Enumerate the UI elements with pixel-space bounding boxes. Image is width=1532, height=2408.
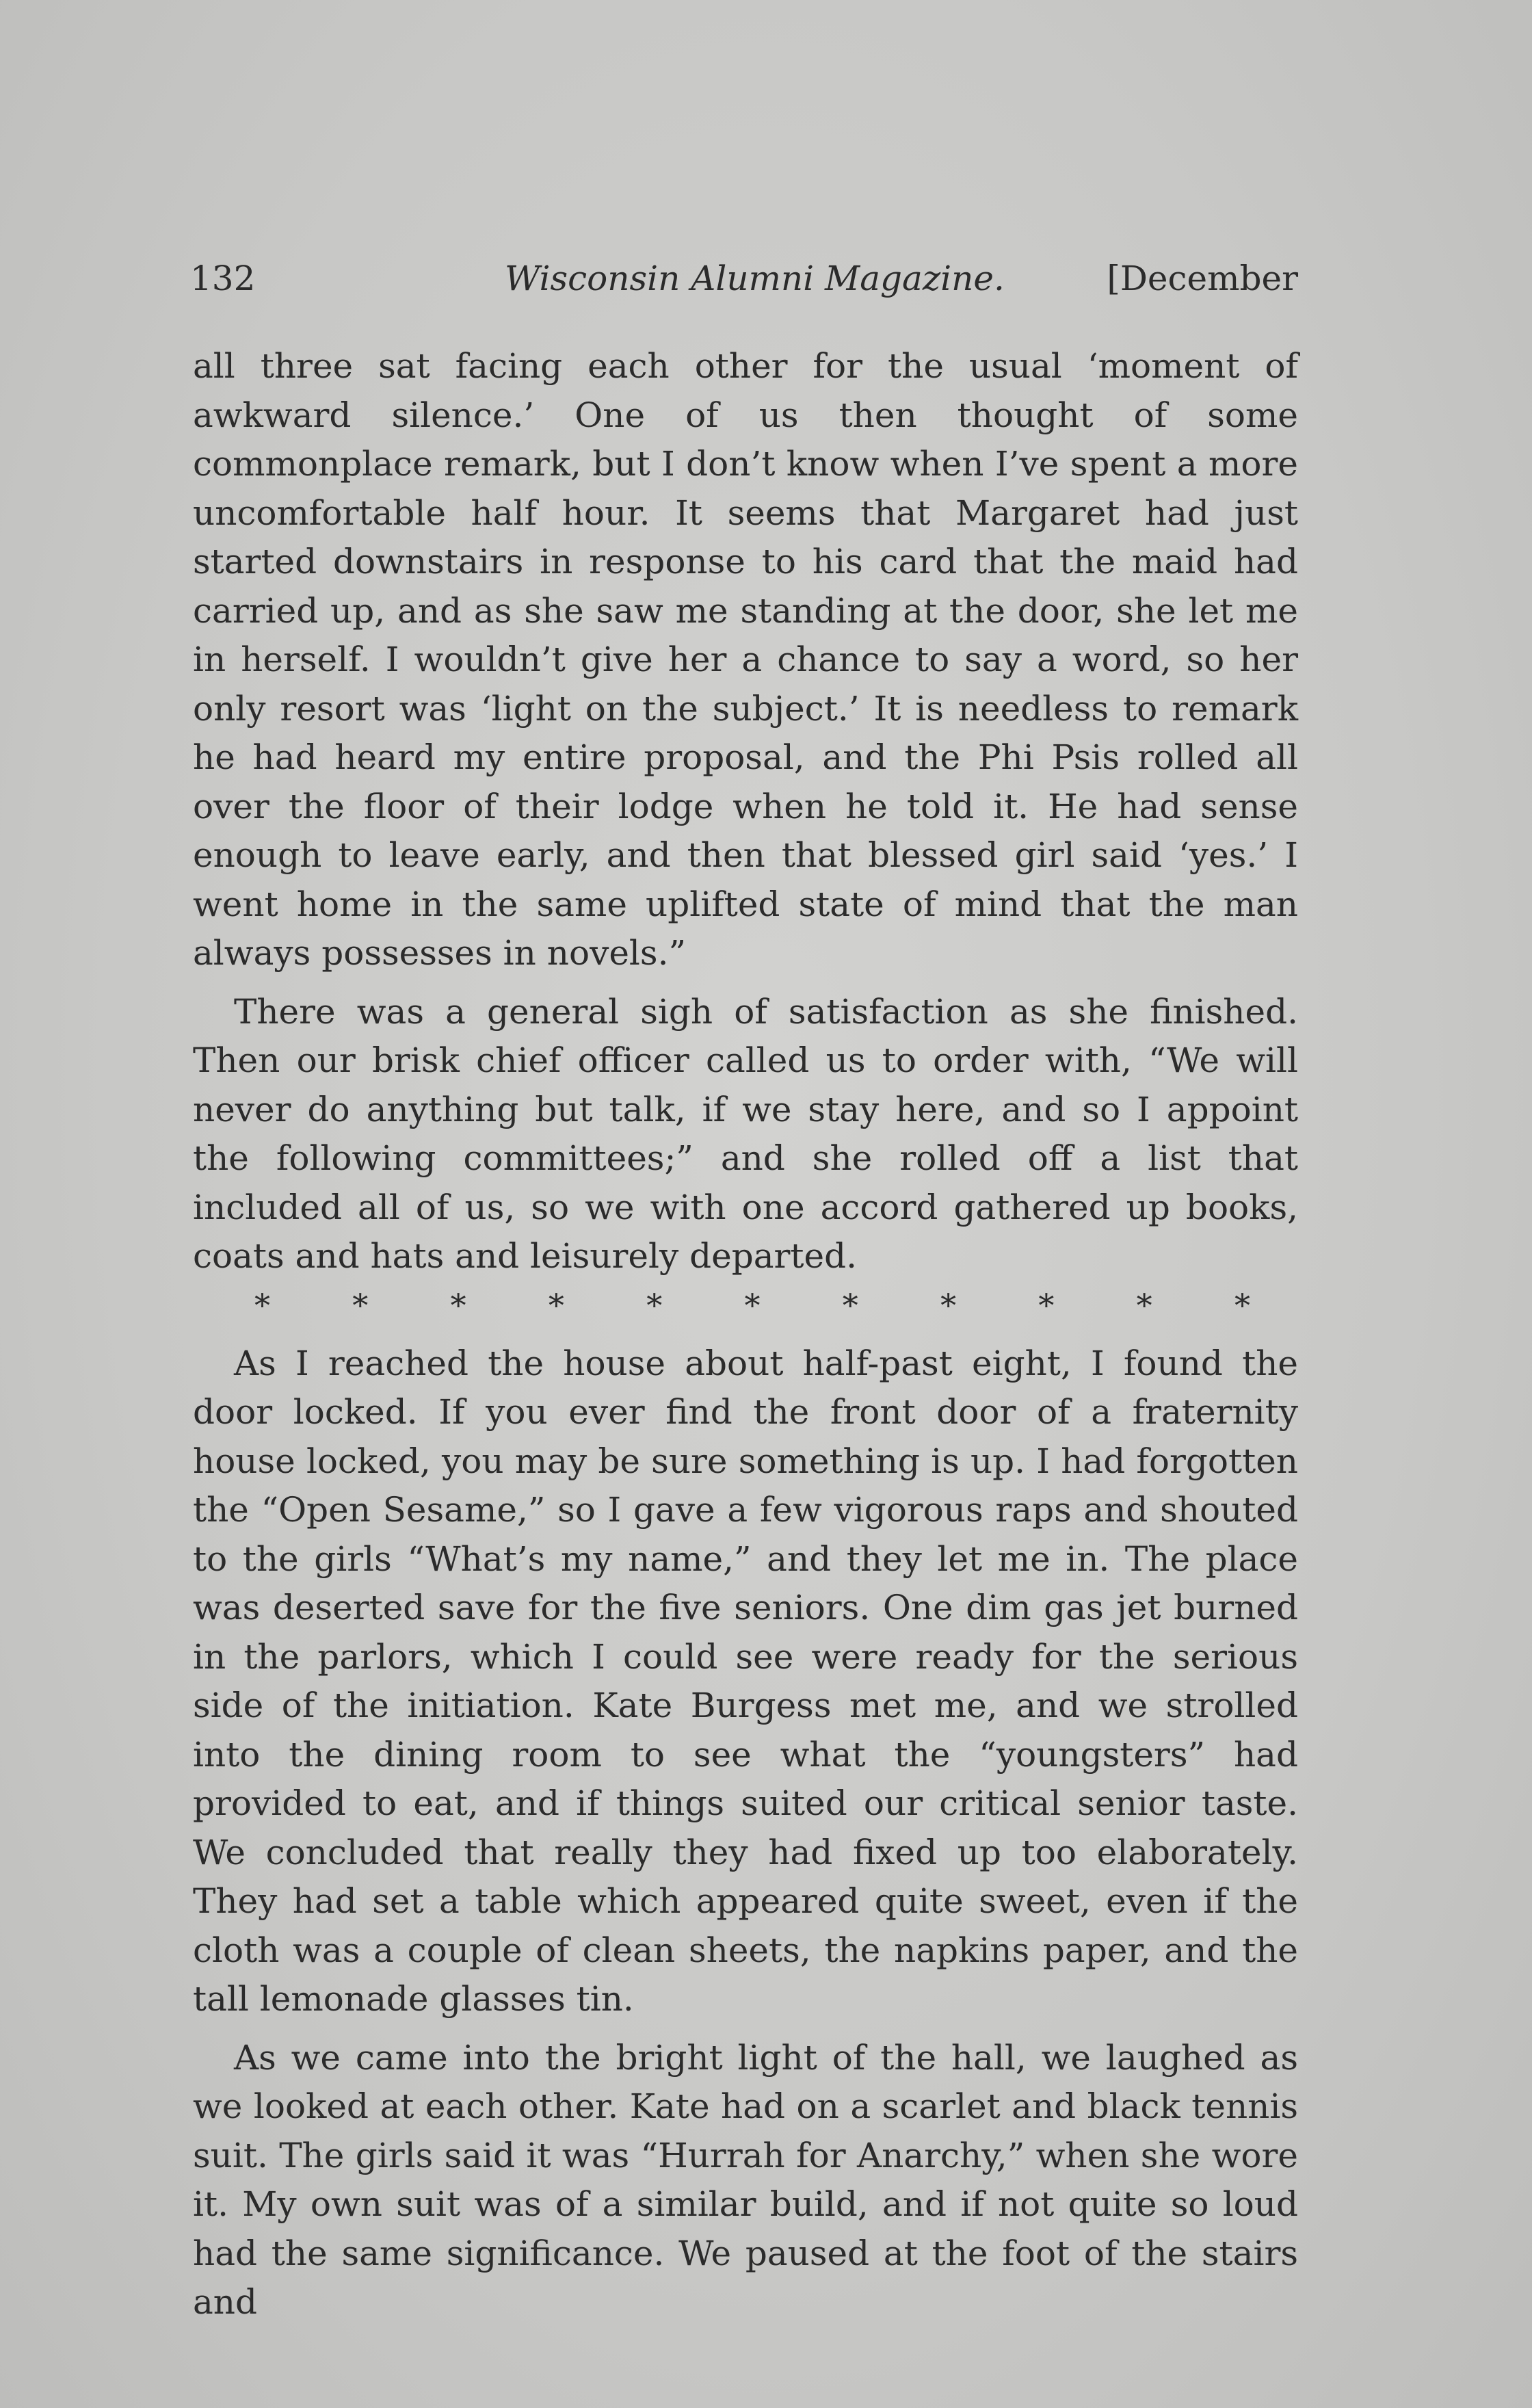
separator-star: *	[254, 1286, 270, 1324]
separator-star: *	[1038, 1286, 1055, 1324]
separator-star: *	[744, 1286, 761, 1324]
running-header	[190, 259, 1298, 313]
page-number: 132	[190, 259, 256, 298]
paragraph-2: There was a general sigh of satisfaction as she finished. Then our brisk chief officer called us to order with, “We will never do anything but talk, if we stay here, and so I appoint the following committees;” and she rolled off a list that included all of us, so we with one accord gathered up books, coats and hats and leisurely departed.	[193, 991, 1298, 1276]
separator-star: *	[352, 1286, 369, 1324]
paragraph-1: all three sat facing each other for the usual ‘moment of awkward silence.’ One of us then thought of some commonplace remark, but I don’t know when I’ve spent a more uncomfortable half hour. It seems that Margaret had just started downstairs in response to his card that the maid had carried up, and as she saw me standing at the door, she let me in herself. I wouldn’t give her a chance to say a word, so her only resort was ‘light on the subject.’ It is needless to remark he had heard my entire proposal, and the Phi Psis rolled all over the floor of their lodge when he told it. He had sense enough to leave early, and then that blessed girl said ‘yes.’ I went home in the same uplifted state of mind that the man always possesses in novels.”	[193, 346, 1298, 973]
paragraph-4: As we came into the bright light of the hall, we laughed as we looked at each other. Kate had on a scarlet and black tennis suit. The girls said it was “Hurrah for Anarchy,” when she wore it. My own suit was of a similar build, and if not quite so loud had the same significance. We paused at the foot of the stairs and	[193, 2037, 1298, 2322]
header-month: [December	[1107, 259, 1298, 298]
separator-star: *	[646, 1286, 663, 1324]
paragraph-3: As I reached the house about half-past eight, I found the door locked. If you ever find the front door of a fraternity house locked, you may be sure something is up. I had forgotten the “Open Sesame,” so I gave a few vigorous raps and shouted to the girls “What’s my name,” and they let me in. The place was deserted save for the five seniors. One dim gas jet burned in the parlors, which I could see were ready for the serious side of the initiation. Kate Burgess met me, and we strolled into the dining room to see what the “youngsters” had provided to eat, and if things suited our critical senior taste. We concluded that really they had fixed up too elaborately. They had set a table which appeared quite sweet, even if the cloth was a couple of clean sheets, the napkins paper, and the tall lemonade glasses tin.	[193, 1343, 1298, 2019]
separator-star: *	[940, 1286, 957, 1324]
separator-star: *	[548, 1286, 564, 1324]
body-text	[193, 342, 1298, 2327]
separator-star: *	[1234, 1286, 1250, 1324]
separator-star: *	[450, 1286, 466, 1324]
journal-title: Wisconsin Alumni Magazine.	[505, 259, 1005, 298]
section-separator	[193, 1281, 1298, 1330]
separator-star: *	[1136, 1286, 1152, 1324]
separator-star: *	[842, 1286, 858, 1324]
